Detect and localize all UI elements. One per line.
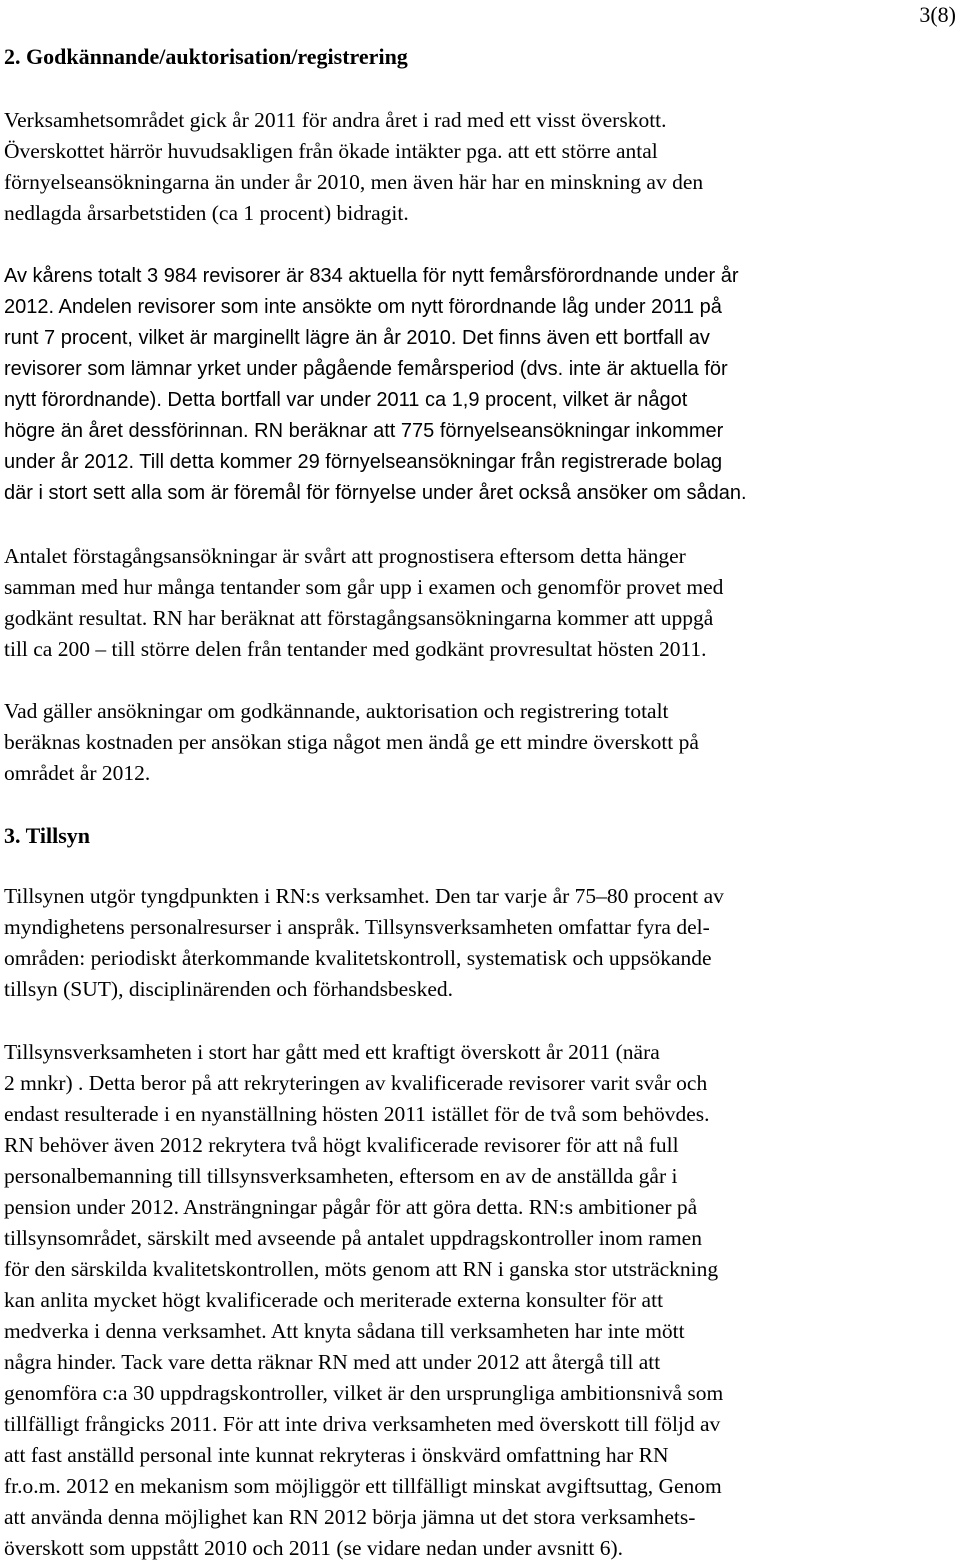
paragraph-line: att använda denna möjlighet kan RN 2012 börja jämna ut det stora verksamhets- (4, 1505, 696, 1529)
paragraph-line: där i stort sett alla som är föremål för förnyelse under året också ansöker om sådan. (4, 482, 747, 504)
paragraph-line: personalbemanning till tillsynsverksamheten, eftersom en av de anställda går i (4, 1164, 678, 1188)
paragraph-line: genomföra c:a 30 uppdragskontroller, vilket är den ursprungliga ambitionsnivå som (4, 1381, 724, 1405)
paragraph-line: pension under 2012. Ansträngningar pågår för att göra detta. RN:s ambitioner på (4, 1195, 698, 1219)
paragraph-line: tillsynsområdet, särskilt med avseende på antalet uppdragskontroller inom ramen (4, 1226, 702, 1250)
paragraph-line: fr.o.m. 2012 en mekanism som möjliggör ett tillfälligt minskat avgiftsuttag, Genom (4, 1474, 722, 1498)
paragraph-line: att fast anställd personal inte kunnat rekryteras i önskvärd omfattning har RN (4, 1443, 669, 1467)
paragraph-line: för den särskilda kvalitetskontrollen, möts genom att RN i ganska stor utsträckning (4, 1257, 719, 1281)
paragraph-line: området år 2012. (4, 761, 151, 785)
paragraph-line: några hinder. Tack vare detta räknar RN med att under 2012 att återgå till att (4, 1350, 661, 1374)
paragraph-line: till ca 200 – till större delen från tentander med godkänt provresultat hösten 2011. (4, 637, 707, 661)
paragraph-line: kan anlita mycket högt kvalificerade och meriterade externa konsulter för att (4, 1288, 664, 1312)
paragraph-line: Antalet förstagångsansökningar är svårt att prognostisera eftersom detta hänger (4, 544, 686, 568)
paragraph-line: medverka i denna verksamhet. Att knyta sådana till verksamheten har inte mött (4, 1319, 685, 1343)
paragraph-line: förnyelseansökningarna än under år 2010, men även här har en minskning av den (4, 170, 704, 194)
paragraph-line: Verksamhetsområdet gick år 2011 för andra året i rad med ett visst överskott. (4, 108, 667, 132)
section-heading-tillsyn: 3. Tillsyn (4, 823, 91, 848)
paragraph-line: 2 mnkr) . Detta beror på att rekryteringen av kvalificerade revisorer varit svår och (4, 1071, 708, 1095)
paragraph-line: nedlagda årsarbetstiden (ca 1 procent) bidragit. (4, 201, 409, 225)
paragraph-line: beräknas kostnaden per ansökan stiga något men ändå ge ett mindre överskott på (4, 730, 699, 754)
paragraph-line: myndighetens personalresurser i anspråk. Tillsynsverksamheten omfattar fyra del- (4, 915, 710, 939)
paragraph-line: godkänt resultat. RN har beräknat att förstagångsansökningarna kommer att uppgå (4, 606, 714, 630)
paragraph-line: tillfälligt frångicks 2011. För att inte driva verksamheten med överskott till följd av (4, 1412, 721, 1436)
paragraph-line: Av kårens totalt 3 984 revisorer är 834 aktuella för nytt femårsförordnande under år (4, 265, 739, 287)
paragraph-line: RN behöver även 2012 rekrytera två högt kvalificerade revisorer för att nå full (4, 1133, 679, 1157)
paragraph-line: samman med hur många tentander som går upp i examen och genomför provet med (4, 575, 724, 599)
page-number: 3(8) (919, 2, 956, 27)
paragraph-line: tillsyn (SUT), disciplinärenden och förhandsbesked. (4, 977, 454, 1001)
paragraph-line: Vad gäller ansökningar om godkännande, auktorisation och registrering totalt (4, 699, 669, 723)
paragraph-line: högre än året dessförinnan. RN beräknar att 775 förnyelseansökningar inkommer (4, 420, 724, 442)
paragraph-line: under år 2012. Till detta kommer 29 förnyelseansökningar från registrerade bolag (4, 451, 723, 473)
paragraph-line: nytt förordnande). Detta bortfall var under 2011 ca 1,9 procent, vilket är något (4, 389, 688, 411)
section-heading-godkannande: 2. Godkännande/auktorisation/registrering (4, 44, 408, 69)
paragraph-line: områden: periodiskt återkommande kvalitetskontroll, systematisk och uppsökande (4, 946, 712, 970)
paragraph-line: endast resulterade i en nyanställning hösten 2011 istället för de två som behövdes. (4, 1102, 710, 1126)
paragraph-line: 2012. Andelen revisorer som inte ansökte om nytt förordnande låg under 2011 på (4, 296, 722, 318)
paragraph-line: Tillsynen utgör tyngdpunkten i RN:s verksamhet. Den tar varje år 75–80 procent av (4, 884, 724, 908)
paragraph-line: runt 7 procent, vilket är marginellt lägre än år 2010. Det finns även ett bortfall av (4, 327, 710, 349)
paragraph-line: revisorer som lämnar yrket under pågående femårsperiod (dvs. inte är aktuella för (4, 358, 728, 380)
paragraph-line: Överskottet härrör huvudsakligen från ökade intäkter pga. att ett större antal (4, 139, 658, 163)
paragraph-line: Tillsynsverksamheten i stort har gått med ett kraftigt överskott år 2011 (nära (4, 1040, 660, 1064)
paragraph-line: överskott som uppstått 2010 och 2011 (se vidare nedan under avsnitt 6). (4, 1536, 623, 1560)
